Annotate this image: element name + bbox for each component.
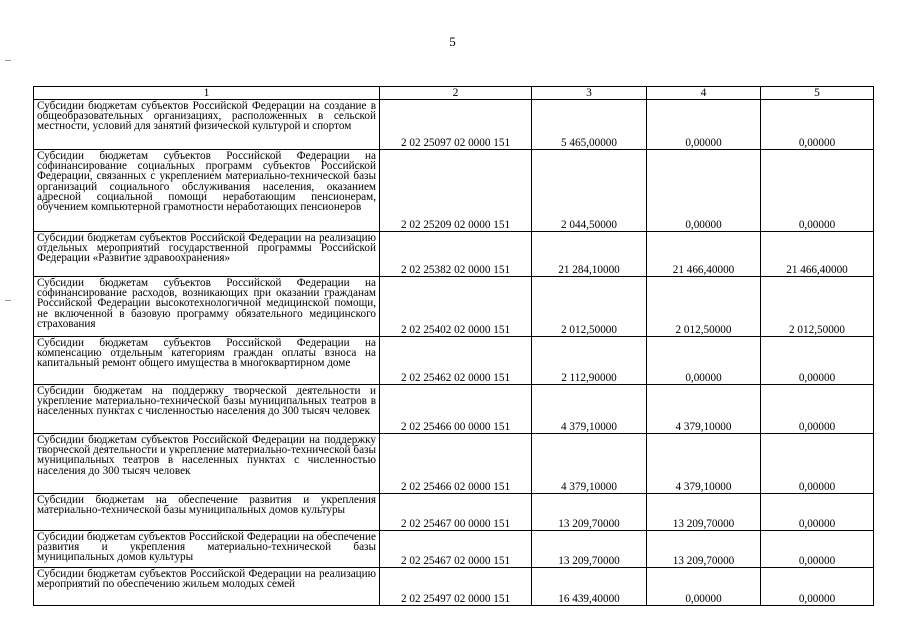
budget-code: 2 02 25209 02 0000 151: [380, 150, 532, 232]
column-header: 4: [647, 87, 761, 100]
row-description: Субсидии бюджетам субъектов Российской Федерации на софинансирование социальных программ субъектов Российской Федерации, связанных с укреплением материально-технической базы организаций социального обслуживания населения, оказанием адресной социальной помощи неработающим пенсионерам, обучением компьютерной грамотности неработающих пенсионеров: [34, 150, 380, 232]
amount-col3: 2 044,50000: [532, 150, 647, 232]
row-description: Субсидии бюджетам субъектов Российской Федерации на реализацию отдельных мероприятий государственной программы Российской Федерации «Развитие здравоохранения»: [34, 232, 380, 277]
table-row: [34, 337, 874, 385]
table-row: [34, 434, 874, 494]
amount-col4: 4 379,10000: [647, 385, 761, 434]
row-description: Субсидии бюджетам субъектов Российской Федерации на реализацию мероприятий по обеспечению жильем молодых семей: [34, 568, 380, 606]
amount-col4: 0,00000: [647, 337, 761, 385]
amount-col5: 0,00000: [761, 100, 874, 150]
amount-col4: 13 209,70000: [647, 494, 761, 531]
amount-col5: 0,00000: [761, 568, 874, 606]
margin-mark: [5, 300, 11, 301]
amount-col4: 4 379,10000: [647, 434, 761, 494]
amount-col3: 4 379,10000: [532, 385, 647, 434]
table-header-row: [34, 87, 874, 100]
row-description: Субсидии бюджетам субъектов Российской Федерации на создание в общеобразовательных организациях, расположенных в сельской местности, условий для занятий физической культурой и спортом: [34, 100, 380, 150]
amount-col5: 21 466,40000: [761, 232, 874, 277]
amount-col4: 2 012,50000: [647, 277, 761, 337]
amount-col4: 21 466,40000: [647, 232, 761, 277]
row-description: Субсидии бюджетам субъектов Российской Федерации на обеспечение развития и укрепления материально-технической базы муниципальных домов культуры: [34, 531, 380, 568]
column-header: 1: [34, 87, 380, 100]
amount-col3: 2 012,50000: [532, 277, 647, 337]
budget-code: 2 02 25382 02 0000 151: [380, 232, 532, 277]
row-description: Субсидии бюджетам субъектов Российской Федерации на софинансирование расходов, возникающих при оказании гражданам Российской Федерации высокотехнологичной медицинской помощи, не включенной в базовую программу обязательного медицинского страхования: [34, 277, 380, 337]
amount-col3: 16 439,40000: [532, 568, 647, 606]
budget-code: 2 02 25402 02 0000 151: [380, 277, 532, 337]
column-header: 2: [380, 87, 532, 100]
table-row: [34, 568, 874, 606]
margin-mark: [5, 60, 11, 61]
budget-code: 2 02 25467 00 0000 151: [380, 494, 532, 531]
budget-code: 2 02 25497 02 0000 151: [380, 568, 532, 606]
budget-code: 2 02 25467 02 0000 151: [380, 531, 532, 568]
amount-col4: 0,00000: [647, 150, 761, 232]
amount-col4: 0,00000: [647, 100, 761, 150]
amount-col5: 0,00000: [761, 385, 874, 434]
table-row: [34, 531, 874, 568]
amount-col5: 0,00000: [761, 150, 874, 232]
row-description: Субсидии бюджетам субъектов Российской Федерации на компенсацию отдельным категориям граждан оплаты взноса на капитальный ремонт общего имущества в многоквартирном доме: [34, 337, 380, 385]
amount-col3: 21 284,10000: [532, 232, 647, 277]
row-description: Субсидии бюджетам на обеспечение развития и укрепления материально-технической базы муниципальных домов культуры: [34, 494, 380, 531]
table-row: [34, 150, 874, 232]
page-number: 5: [449, 34, 456, 49]
budget-code: 2 02 25466 00 0000 151: [380, 385, 532, 434]
row-description: Субсидии бюджетам субъектов Российской Федерации на поддержку творческой деятельности и укрепление материально-технической базы муниципальных театров в населенных пунктах с численностью населения до 300 тысяч человек: [34, 434, 380, 494]
amount-col3: 13 209,70000: [532, 494, 647, 531]
amount-col5: 0,00000: [761, 531, 874, 568]
budget-code: 2 02 25462 02 0000 151: [380, 337, 532, 385]
column-header: 3: [532, 87, 647, 100]
amount-col5: 0,00000: [761, 337, 874, 385]
amount-col3: 4 379,10000: [532, 434, 647, 494]
amount-col4: 0,00000: [647, 568, 761, 606]
amount-col5: 0,00000: [761, 434, 874, 494]
table-row: [34, 277, 874, 337]
budget-code: 2 02 25466 02 0000 151: [380, 434, 532, 494]
budget-code: 2 02 25097 02 0000 151: [380, 100, 532, 150]
amount-col3: 5 465,00000: [532, 100, 647, 150]
amount-col5: 0,00000: [761, 494, 874, 531]
amount-col3: 13 209,70000: [532, 531, 647, 568]
table-row: [34, 494, 874, 531]
table-row: [34, 385, 874, 434]
amount-col5: 2 012,50000: [761, 277, 874, 337]
table-row: [34, 100, 874, 150]
amount-col3: 2 112,90000: [532, 337, 647, 385]
amount-col4: 13 209,70000: [647, 531, 761, 568]
table-row: [34, 232, 874, 277]
row-description: Субсидии бюджетам на поддержку творческой деятельности и укрепление материально-технической базы муниципальных театров в населенных пунктах с численностью населения до 300 тысяч человек: [34, 385, 380, 434]
column-header: 5: [761, 87, 874, 100]
budget-table: [33, 86, 874, 606]
